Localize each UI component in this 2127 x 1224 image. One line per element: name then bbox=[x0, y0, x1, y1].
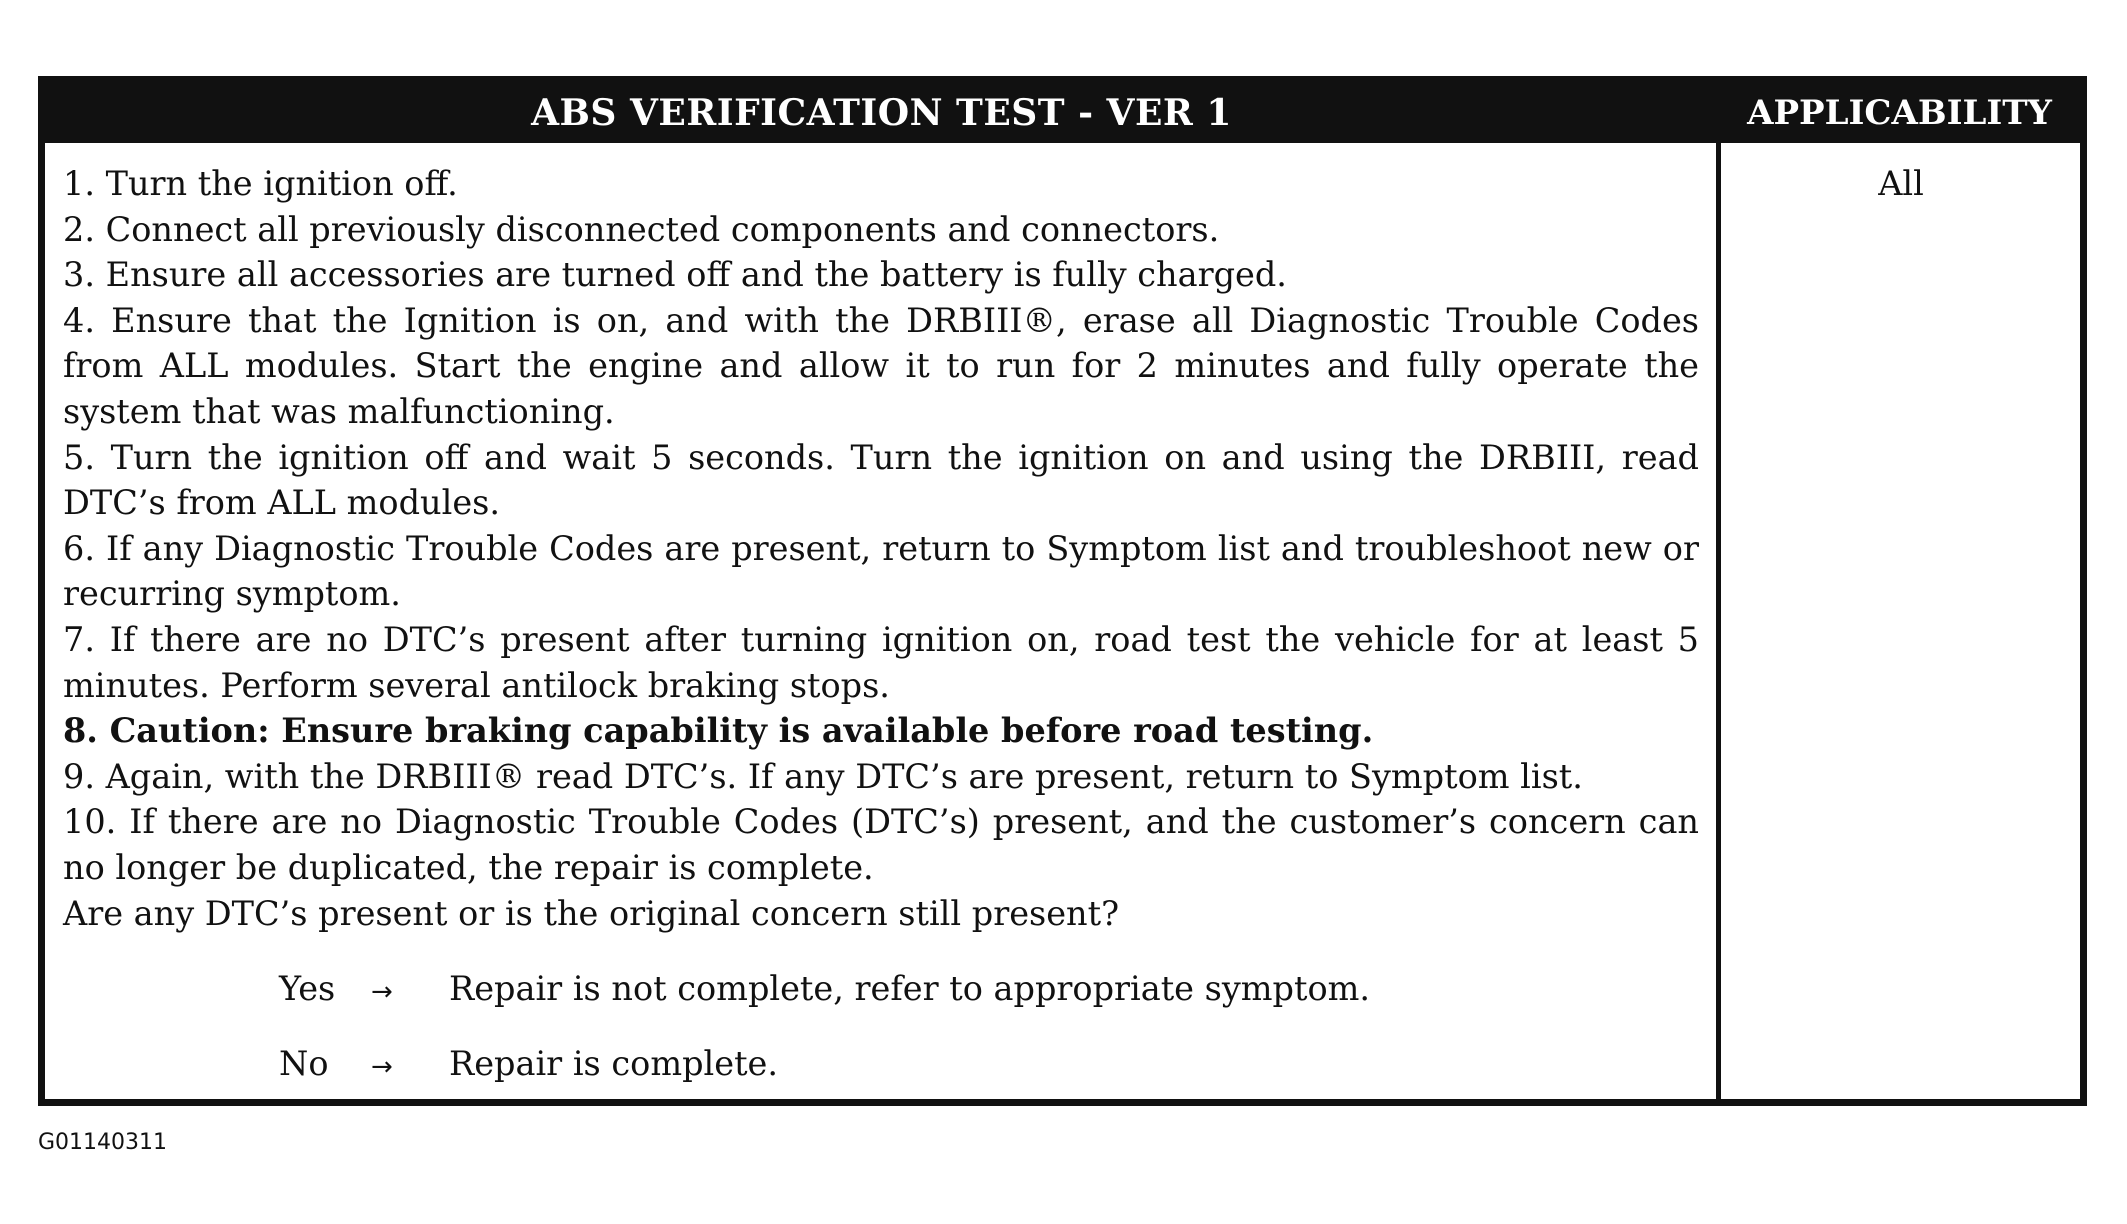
answer-no-text: Repair is complete. bbox=[449, 1044, 779, 1084]
step-6: 6. If any Diagnostic Trouble Codes are present, return to Symptom list and troubleshoot new or recurring symptom. bbox=[63, 528, 1699, 614]
arrow-right-icon: → bbox=[371, 1052, 393, 1083]
answer-yes-row bbox=[279, 966, 1699, 1041]
answer-list bbox=[279, 966, 1699, 1116]
arrow-right-icon: → bbox=[371, 977, 393, 1008]
verification-question: Are any DTC’s present or is the original concern still present? bbox=[63, 893, 1120, 933]
step-1: 1. Turn the ignition off. bbox=[63, 164, 458, 203]
table-title: ABS VERIFICATION TEST - VER 1 bbox=[531, 92, 1232, 134]
step-7: 7. If there are no DTC’s present after turning ignition on, road test the vehicle for at least 5 minutes. Perform several antilock braking stops. bbox=[63, 619, 1699, 705]
column-divider bbox=[1716, 143, 1721, 1100]
figure-id: G01140311 bbox=[38, 1130, 168, 1155]
answer-yes-label: Yes bbox=[279, 969, 336, 1009]
table-header-row bbox=[45, 83, 2080, 143]
step-4: 4. Ensure that the Ignition is on, and with the DRBIII®, erase all Diagnostic Trouble Codes from ALL modules. Start the engine and allow it to run for 2 minutes and fully operate the system that was malfunctioning. bbox=[63, 300, 1699, 431]
step-3: 3. Ensure all accessories are turned off and the battery is fully charged. bbox=[63, 255, 1287, 295]
step-2: 2. Connect all previously disconnected components and connectors. bbox=[63, 209, 1220, 249]
step-9: 9. Again, with the DRBIII® read DTC’s. If any DTC’s are present, return to Symptom list. bbox=[63, 756, 1583, 796]
applicability-header: APPLICABILITY bbox=[1747, 93, 2052, 133]
step-5: 5. Turn the ignition off and wait 5 seconds. Turn the ignition on and using the DRBIII, read DTC’s from ALL modules. bbox=[63, 437, 1699, 523]
verification-test-table bbox=[38, 76, 2087, 1106]
answer-no-label: No bbox=[279, 1044, 329, 1084]
applicability-value: All bbox=[1878, 164, 1924, 203]
step-10: 10. If there are no Diagnostic Trouble Codes (DTC’s) present, and the customer’s concern can no longer be duplicated, the repair is complete. bbox=[63, 802, 1699, 887]
answer-no-row bbox=[279, 1041, 1699, 1116]
step-8-caution: 8. Caution: Ensure braking capability is available before road testing. bbox=[63, 711, 1374, 751]
procedure-cell bbox=[63, 161, 1699, 1116]
answer-yes-text: Repair is not complete, refer to appropriate symptom. bbox=[449, 969, 1371, 1009]
